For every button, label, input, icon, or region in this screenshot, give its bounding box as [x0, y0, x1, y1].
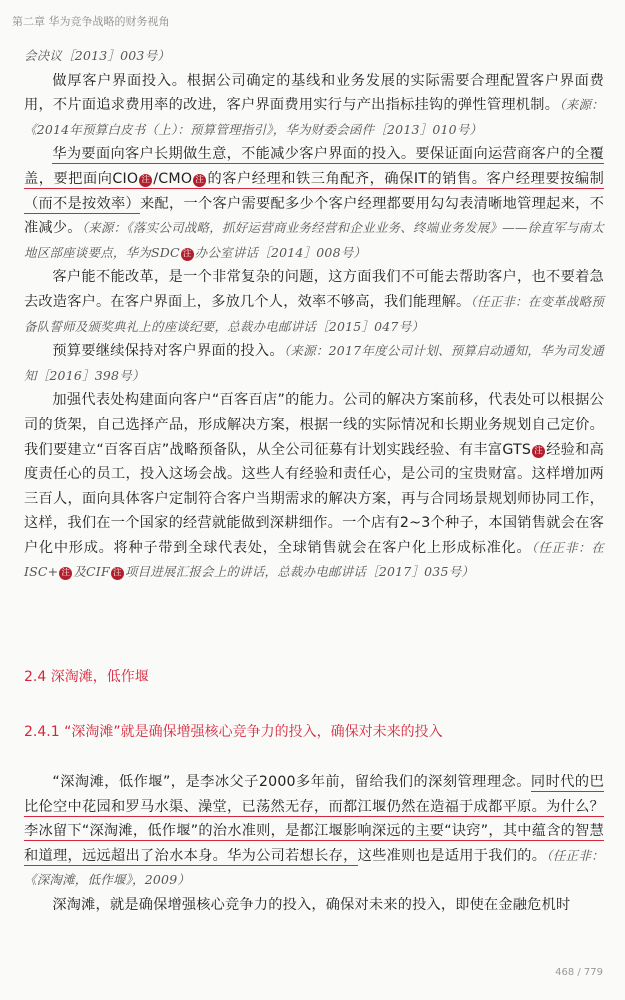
citation: （任正非：在变革战略预备队誓师及颁奖典礼上的座谈纪要，总裁办电邮讲话［2015］047号） [24, 293, 605, 334]
citation: （来源：2017年度公司计划、预算启动通知，华为司发通知［2016］398号） [24, 343, 604, 383]
paragraph-deep-dredge: 深淘滩，就是确保增强核心竞争力的投入，确保对未来的投入，即使在金融危机时 [52, 896, 571, 913]
footnote-marker[interactable]: 注 [193, 174, 206, 187]
paragraph-hundred-customers: 加强代表处构建面向客户“百客百店”的能力。公司的解决方案前移，代表处可以根据公司的货架，自己选择产品，形成解决方案，根据一线的实际情况和长期业务规划自己定价。我们要建立“百客百店”战略预备队，从全公司征募有计划实践经验、有丰富GTS 注 经验和高度责任心的员工，投入这场会战。这些人有经验和责任心，是公司的宝贵财富。这样增加两三百人，面向具体客户定制符合客户当期需求的解决方案，再与合同场景规划师协同工作，这样，我们在一个国家的经营就能做到深耕细作。一个店有2~3个种子，本国销售就会在客户化中形成。将种子带到全球代表处，全球销售就会在客户化上形成标准化。（任正非：在ISC+ 注 及CIF 注 项目进展汇报会上的讲话，总裁办电邮讲话［2017］035号） [24, 392, 604, 580]
footnote-marker[interactable]: 注 [139, 174, 152, 187]
paragraph-budget: 预算要继续保持对客户界面的投入。（来源：2017年度公司计划、预算启动通知，华为司发通知［2016］398号） [24, 343, 604, 383]
citation: （任正非：《深淘滩，低作堰》，2009） [24, 847, 604, 888]
citation: （任正非：在ISC+ 注 及CIF 注 项目进展汇报会上的讲话，总裁办电邮讲话［2017］035号） [24, 539, 604, 580]
page-number: 468 / 779 [555, 967, 603, 978]
chapter-header: 第二章 华为竞争战略的财务视角 [12, 15, 170, 28]
paragraph-customer-reform: 客户能不能改革，是一个非常复杂的问题，这方面我们不可能去帮助客户，也不要着急去改造客户。在客户界面上，多放几个人，效率不够高，我们能理解。（任正非：在变革战略预备队誓师及颁奖典礼上的座谈纪要，总裁办电邮讲话［2015］047号） [24, 269, 605, 334]
footnote-marker[interactable]: 注 [111, 567, 124, 580]
section-heading: 2.4 深淘滩，低作堰 [24, 669, 149, 685]
document-body-section [24, 770, 604, 918]
citation-tail: 会决议［2013］003号） [24, 48, 170, 63]
highlight-underline: 华为要面向客户长期做生意，不能减少客户界面的投入。要保证面向运营商客户的全覆盖，要把面向CIO 注 /CMO 注 的客户经理和铁三角配齐，确保IT的销售。 [24, 146, 604, 187]
paragraph-dujiangyan: “深淘滩，低作堰”，是李冰父子2000多年前，留给我们的深刻管理理念。同时代的巴比伦空中花园和罗马水渠、澡堂，已荡然无存，而都江堰仍然在造福于成都平原。为什么？李冰留下“深淘滩，低作堰”的治水准则，是都江堰影响深远的主要“诀窍”，其中蕴含的智慧和道理，远远超出了治水本身。华为公司若想长存，这些准则也是适用于我们的。（任正非：《深淘滩，低作堰》，2009） [24, 774, 604, 888]
footnote-marker[interactable]: 注 [181, 248, 194, 261]
citation: （来源：《2014年预算白皮书（上）：预算管理指引》，华为财委会函件［2013］010号） [24, 97, 604, 137]
paragraph-client-interface-investment: 做厚客户界面投入。根据公司确定的基线和业务发展的实际需要合理配置客户界面费用，不片面追求费用率的改进，客户界面费用实行与产出指标挂钩的弹性管理机制。（来源：《2014年预算白皮书（上）：预算管理指引》，华为财委会函件［2013］010号） [24, 72, 604, 137]
paragraph-long-term-business: 华为要面向客户长期做生意，不能减少客户界面的投入。要保证面向运营商客户的全覆盖，要把面向CIO 注 /CMO 注 的客户经理和铁三角配齐，确保IT的销售。客户经理要按编制（而不是按效率）来配，一个客户需要配多少个客户经理都要用勾勾表清晰地管理起来，不准减少。（来源：《落实公司战略，抓好运营商业务经营和企业业务、终端业务发展》——徐直军与南太地区部座谈要点，华为SDC 注 办公室讲话［2014］008号） [24, 146, 604, 260]
highlight-underline: 同时代的巴比伦空中花园和罗马水渠、澡堂，已荡然无存，而都江堰仍然在造福于成都平原。为什么？李冰留下“深淘滩，低作堰”的治水准则，是都江堰影响深远的主要“诀窍”，其中蕴含的智慧和道理，远远超出了治水本身。 [24, 774, 604, 864]
footnote-marker[interactable]: 注 [532, 445, 545, 458]
citation: （来源：《落实公司战略，抓好运营商业务经营和企业业务、终端业务发展》——徐直军与南太地区部座谈要点，华为SDC 注 办公室讲话［2014］008号） [24, 220, 604, 260]
document-body [24, 44, 604, 585]
footnote-marker[interactable]: 注 [59, 567, 72, 580]
subsection-heading: 2.4.1 “深淘滩”就是确保增强核心竞争力的投入，确保对未来的投入 [24, 724, 443, 740]
paragraph-continued [24, 44, 604, 69]
highlight-underline: 华为公司若想长存， [227, 847, 358, 864]
highlight-underline: 客户经理要按编制（而不是按效率） [24, 170, 604, 212]
